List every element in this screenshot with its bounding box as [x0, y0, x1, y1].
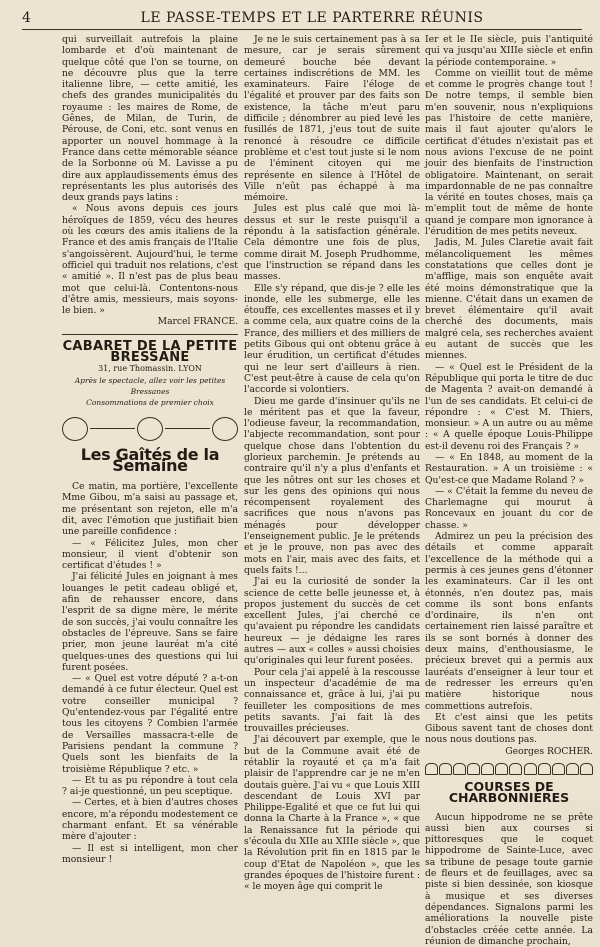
- paragraph: Admirez un peu la précision des détails et comme apparaît l'excellence de la méthode qui a permis à ces jeunes gens d'étonner les examinateurs. Car il les ont étonnés, n'en doutez pas, mais comme ils sont bons enfants d'ordinaire, ils n'en ont certainement rien laissé paraître et ils se sont bornés à donner des deux mains, d'enthousiasme, le précieux brevet qui a permis aux lauréats d'enseigner à leur tour et de redresser les erreurs qu'en matière historique nous commettions autrefois.: [425, 531, 593, 712]
- paragraph: Aucun hippodrome ne se prête aussi bien aux courses si pittoresques que le coquet hippodrome de Sainte-Luce, avec sa tribune de pesage toute garnie de fleurs et de feuillages, avec sa piste si bien dessinée, son kiosque à musique et ses diverses dépendances. Signalons parmi les améliorations la nouvelle piste d'obstacles créée cette année. La réunion de dimanche prochain,: [425, 811, 593, 947]
- ornament-icon: [425, 763, 438, 775]
- paragraph: — Il est si intelligent, mon cher monsieur !: [62, 842, 238, 865]
- ornament-row: [425, 763, 593, 775]
- ornament-icon: [524, 763, 537, 775]
- ornament-bar: [90, 428, 135, 429]
- paragraph: Dieu me garde d'insinuer qu'ils ne le méritent pas et que la faveur, l'odieuse faveur, la recommandation, l'abjecte recommandation, sont pour quelque chose dans l'obtention du glorieux parchemin. Je prétends au contraire qu'il n'y a plus d'enfants et que les nôtres ont sur les choses et sur les gens des opinions qui nous récompensent royalement des sacrifices que nous n'avons pas ménagés pour développer l'enseignement public. Je le prétends et je le prouve, non pas avec des mots en l'air, mais avec des faits, et quels faits !...: [244, 395, 420, 576]
- paragraph: Elle s'y répand, que dis-je ? elle les inonde, elle les submerge, elle les étouffe, ces excellentes masses et il y a comme cela, aux quatre coins de la France, des milliers et des milliers de petits Gibous qui ont obtenu grâce à leur érudition, un certificat d'études qui ne leur sert d'ailleurs à rien. C'est peut-être à cause de cela qu'on l'accorde si volontiers.: [244, 282, 420, 396]
- ornament-divider: [62, 417, 238, 441]
- paragraph: Je ne le suis certainement pas à sa mesure, car je serais sûrement demeuré bouche bée devant certaines indiscrétions de MM. les examinateurs. Faire l'éloge de l'égalité et prouver par des faits son existence, la tâche m'eut paru difficile ; dénombrer au pied levé les fusillés de 1871, j'eus tout de suite renoncé à résoudre ce difficile problème et c'est tout juste si le nom de l'éminent citoyen qui me représente en silence à l'Hôtel de Ville n'eût pas échappé à ma mémoire.: [244, 34, 420, 204]
- paragraph: Et c'est ainsi que les petits Gibous savent tant de choses dont nous nous doutions pas.: [425, 711, 593, 746]
- ornament-icon: [439, 763, 452, 775]
- ornament-icon: [566, 763, 579, 775]
- header-rule: [22, 29, 582, 30]
- ornament-icon: [62, 417, 88, 441]
- ornament-icon: [552, 763, 565, 775]
- paragraph: — « Félicitez Jules, mon cher monsieur, il vient d'obtenir son certificat d'études ! »: [62, 537, 238, 572]
- paragraph: — « C'était la femme du neveu de Charlemagne qui mourut à Roncevaux en jouant du cor de chasse. »: [425, 485, 593, 531]
- paragraph: J'ai félicité Jules en joignant à mes louanges le petit cadeau obligé et, afin de rehausser encore, dans l'esprit de sa digne mère, le mérite de son succès, j'ai voulu connaître les obstacles de l'épreuve. Sans se faire prier, mon jeune lauréat m'a cité quelques-unes des questions qui lui furent posées.: [62, 571, 238, 673]
- column-2: [244, 34, 420, 893]
- section-title: COURSES DE CHARBONNIÈRES: [448, 779, 570, 806]
- paragraph: J'ai découvert par exemple, que le but de la Commune avait été de rétablir la royauté et ça m'a fait plaisir de l'apprendre car je ne m'en doutais guère. J'ai vu « que Louis XIII descendant de Louis XVI par Philippe-Egalité et que ce fut lui qui donna la Charte à la France », « que la Renaissance fut la période qui s'écoula du XIIe au XIIIe siècle », que la Révolution prit fin en 1815 par le coup d'Etat de Napoléon », que les grandes époques de l'histoire furent : « le moyen âge qui comprit le: [244, 734, 420, 893]
- cabaret-ad: [62, 334, 238, 409]
- section-title: Les Gaîtés de la Semaine: [80, 444, 220, 475]
- ornament-icon: [495, 763, 508, 775]
- cabaret-address: 31, rue Thomassin. LYON: [98, 364, 202, 374]
- paragraph: Jules est plus calé que moi là-dessus et sur le reste puisqu'il a répondu à la satisfaction générale. Cela démontre une fois de plus, comme dirait M. Joseph Prudhomme, que l'instruction se répand dans les masses.: [244, 203, 420, 283]
- page-number: 4: [22, 10, 31, 26]
- paragraph: — « Quel est votre député ? a-t-on demandé à ce futur électeur. Quel est votre conseiller municipal ? Qu'entendez-vous par l'égalité entre tous les citoyens ? Combien l'armée de Versailles massacra-t-elle de Parisiens pendant la commune ? Quels sont les bienfaits de la troisième République ? etc. »: [62, 673, 238, 775]
- paragraph: — Et tu as pu répondre à tout cela ? ai-je questionné, un peu sceptique.: [62, 774, 238, 798]
- author-signature: Georges ROCHER.: [505, 745, 593, 757]
- ornament-icon: [481, 763, 494, 775]
- paragraph: — « Quel est le Président de la République qui porta le titre de duc de Magenta ? avait-on demandé à l'un de ses candidats. Et celui-ci de répondre : « C'est M. Thiers, monsieur. » A un autre ou au même : « A quelle époque Louis-Philippe est-il devenu roi des Français ? »: [425, 361, 593, 452]
- paragraph: — Certes, et à bien d'autres choses encore, m'a répondu modestement ce charmant enfant. Et sa vénérable mère d'ajouter :: [62, 797, 238, 843]
- paragraph: Ier et le IIe siècle, puis l'antiquité qui va jusqu'au XIIIe siècle et enfin la période contemporaine. »: [425, 34, 593, 68]
- ornament-icon: [580, 763, 593, 775]
- paragraph: Comme on vieillit tout de même et comme le progrès change tout ! De notre temps, il semble bien m'en souvenir, nous n'expliquions pas l'histoire de cette manière, mais il faut ajouter qu'alors le certificat d'études n'existait pas et nous avions l'excuse de ne point jouir des bienfaits de l'instruction obligatoire. Maintenant, on serait impardonnable de ne pas connaître la vérité en toutes choses, mais ça m'emplit tout de même de honte quand je compare mon ignorance à l'érudition de mes petits neveux.: [425, 67, 593, 238]
- paragraph: Pour cela j'ai appelé à la rescousse un inspecteur d'académie de ma connaissance et, grâce à lui, j'ai pu feuilleter les compositions de mes petits savants. J'ai fait là des trouvailles précieuses.: [244, 666, 420, 735]
- column-1: [62, 34, 238, 865]
- paragraph: « Nous avons depuis ces jours héroïques de 1859, vécu des heures où les cœurs des amis italiens de la France et des amis français de l'Italie s'angoissèrent. Aujourd'hui, le terme officiel qui traduit nos relations, c'est « amitié ». Il n'est pas de plus beau mot que celui-là. Contentons-nous d'être amis, messieurs, mais soyons-le bien. »: [62, 203, 238, 317]
- ornament-icon: [212, 417, 238, 441]
- paragraph: — « En 1848, au moment de la Restauration. » A un troisième : « Qu'est-ce que Madame Roland ? »: [425, 451, 593, 486]
- cabaret-tagline: Après le spectacle, allez voir les petites Bressanes: [74, 375, 226, 396]
- ornament-icon: [538, 763, 551, 775]
- column-3: [425, 34, 593, 947]
- cabaret-tagline: Consommations de premier choix: [86, 398, 214, 408]
- ornament-icon: [467, 763, 480, 775]
- newspaper-title: LE PASSE-TEMPS ET LE PARTERRE RÉUNIS: [140, 10, 484, 26]
- author-signature: Marcel FRANCE.: [157, 316, 238, 328]
- paragraph: qui surveillait autrefois la plaine lombarde et d'où maintenant de quelque côté que l'on se tourne, on ne découvre plus que la terre italienne libre, — cette amitié, les chefs des grandes municipalités du royaume : les maires de Rome, de Gênes, de Milan, de Turin, de Pérouse, de Coni, etc. sont venus en apporter un nouvel hommage à la France dans cette mémorable séance de la Sorbonne où M. Lavisse a pu dire aux applaudissements émus des représentants les plus autorisés des deux grands pays latins :: [62, 34, 238, 204]
- cabaret-title: CABARET DE LA PETITE BRESSANE: [62, 338, 238, 366]
- ornament-bar: [165, 428, 210, 429]
- paragraph: J'ai eu la curiosité de sonder la science de cette belle jeunesse et, à propos justement du succès de cet excellent Jules, j'ai cherché ce qu'avaient pu répondre les candidats heureux — je dédaigne les rares autres — aux « colles » aussi choisies qu'originales qui leur furent posées.: [244, 576, 420, 667]
- paragraph: Ce matin, ma portière, l'excellente Mme Gibou, m'a saisi au passage et, me présentant son rejeton, elle m'a dit, avec l'émotion que justifiait bien une pareille confidence :: [62, 481, 238, 538]
- ornament-icon: [453, 763, 466, 775]
- page-header: [22, 4, 582, 32]
- ornament-icon: [137, 417, 163, 441]
- paragraph: Jadis, M. Jules Claretie avait fait mélancoliquement les mêmes constatations que celles dont je m'afflige, mais son enquête avait été moins démonstratique que la mienne. C'était dans un examen de brevet élémentaire qu'il avait cherché des documents, mais malgré cela, ses recherches avaient eu autant de succès que les miennes.: [425, 237, 593, 362]
- ornament-icon: [509, 763, 522, 775]
